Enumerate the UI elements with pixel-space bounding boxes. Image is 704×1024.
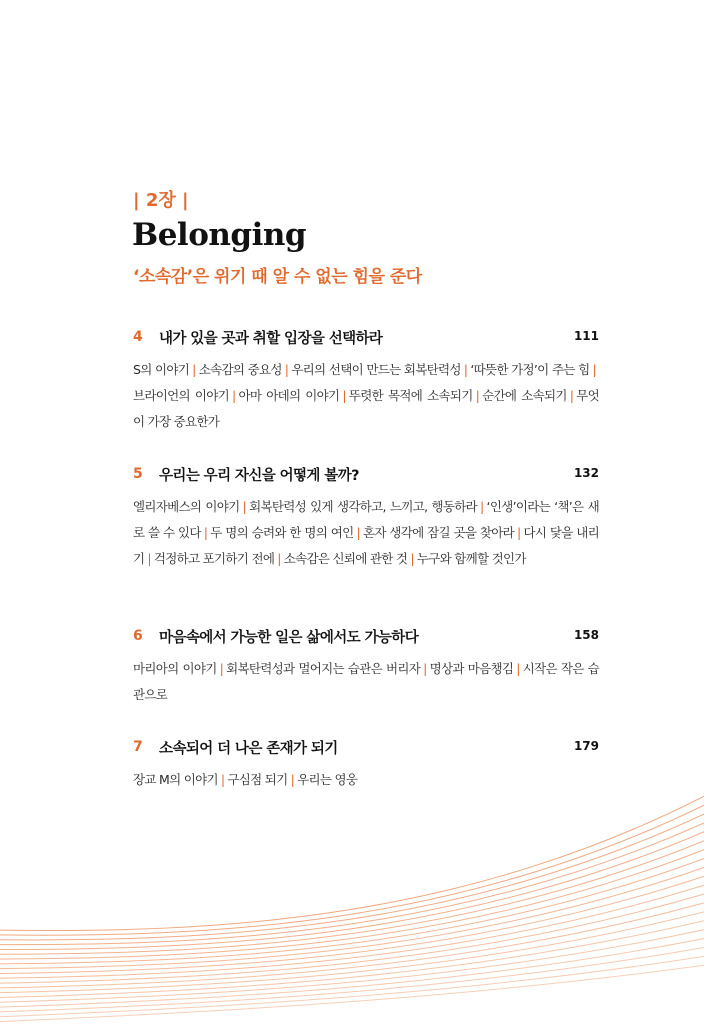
section-page-number: 132 [573,466,599,480]
item-separator: | [342,388,346,403]
toc-subitem: ‘인생’이라는 ‘책’은 새로 쓸 수 있다 [133,499,599,540]
toc-section-5 [133,463,599,572]
toc-subitem: 장교 M의 이야기 [133,772,218,787]
wave-line [0,889,704,983]
toc-subitem: 명상과 마음챙김 [429,661,514,676]
toc-subitem: 뚜렷한 목적에 소속되기 [348,388,473,403]
section-number: 4 [133,329,143,345]
toc-subitem: 소속감의 중요성 [198,362,282,377]
wave-line [0,816,704,945]
item-separator: | [231,388,236,403]
wave-line [0,806,704,940]
toc-subitem: 우리의 선택이 만드는 회복탄력성 [291,362,461,377]
wave-line [0,843,704,959]
item-separator: | [569,388,574,403]
chapter-label: | 2장 | [133,190,189,211]
item-separator: | [277,551,281,566]
toc-subitem: ‘따뜻한 가정’이 주는 힘 [470,362,590,377]
item-separator: | [356,525,360,540]
section-page-number: 158 [573,628,599,642]
item-separator: | [516,661,520,676]
section-items [133,494,599,572]
section-heading [133,625,599,647]
section-number: 7 [133,739,143,755]
toc-section-4 [133,326,599,435]
section-heading [133,463,599,485]
section-page-number: 111 [573,329,599,343]
toc-subitem: 두 명의 승려와 한 명의 여인 [210,525,354,540]
toc-subitem: 걱정하고 포기하기 전에 [153,551,275,566]
section-title: 소속되어 더 나은 존재가 되기 [159,740,338,757]
wave-line [0,963,704,1022]
toc-subitem: 다시 닻을 내리기 [133,525,599,566]
toc-subitem: 구심점 되기 [227,772,288,787]
item-separator: | [480,499,484,514]
toc-subitem: 마리아의 이야기 [133,661,217,676]
chapter-title: Belonging [132,217,307,253]
toc-subitem: 누구와 함께할 것인가 [416,551,526,566]
section-number: 5 [133,466,143,482]
section-items [133,656,599,708]
toc-subitem: 회복탄력성 있게 생각하고, 느끼고, 행동하라 [249,499,478,514]
toc-subitem: 브라이언의 이야기 [133,388,229,403]
item-separator: | [242,499,247,514]
toc-subitem: 엘리자베스의 이야기 [133,499,240,514]
toc-subitem: 회복탄력성과 멀어지는 습관은 버리자 [226,661,421,676]
item-separator: | [192,362,196,377]
item-separator: | [423,661,427,676]
item-separator: | [410,551,414,566]
item-separator: | [475,388,480,403]
wave-line [0,880,704,978]
section-heading [133,736,599,758]
toc-section-6 [133,625,599,708]
section-title: 내가 있을 곳과 취할 입장을 선택하라 [159,330,383,347]
item-separator: | [147,551,151,566]
toc-subitem: S의 이야기 [133,362,190,377]
toc-subitem: 순간에 소속되기 [482,388,567,403]
item-separator: | [220,772,225,787]
item-separator: | [219,661,224,676]
section-heading [133,326,599,348]
section-number: 6 [133,628,143,644]
section-title: 우리는 우리 자신을 어떻게 볼까? [159,467,359,484]
wave-line [0,853,704,964]
item-separator: | [463,362,468,377]
toc-subitem: 아마 아데의 이야기 [238,388,340,403]
toc-subitem: 무엇이 가장 중요한가 [133,388,599,429]
item-separator: | [284,362,289,377]
toc-subitem: 혼자 생각에 잠길 곳을 찾아라 [362,525,514,540]
item-separator: | [516,525,521,540]
item-separator: | [290,772,295,787]
decorative-wave-lines [0,780,704,1024]
item-separator: | [592,362,597,377]
chapter-subtitle: ‘소속감’은 위기 때 알 수 없는 힘을 준다 [133,267,422,287]
item-separator: | [203,525,208,540]
toc-subitem: 시작은 작은 습관으로 [133,661,599,702]
section-items [133,357,599,435]
toc-subitem: 소속감은 신뢰에 관한 것 [283,551,408,566]
section-page-number: 179 [573,739,599,753]
wave-line [0,788,704,931]
toc-subitem: 우리는 영웅 [297,772,358,787]
section-title: 마음속에서 가능한 일은 삶에서도 가능하다 [159,629,419,646]
